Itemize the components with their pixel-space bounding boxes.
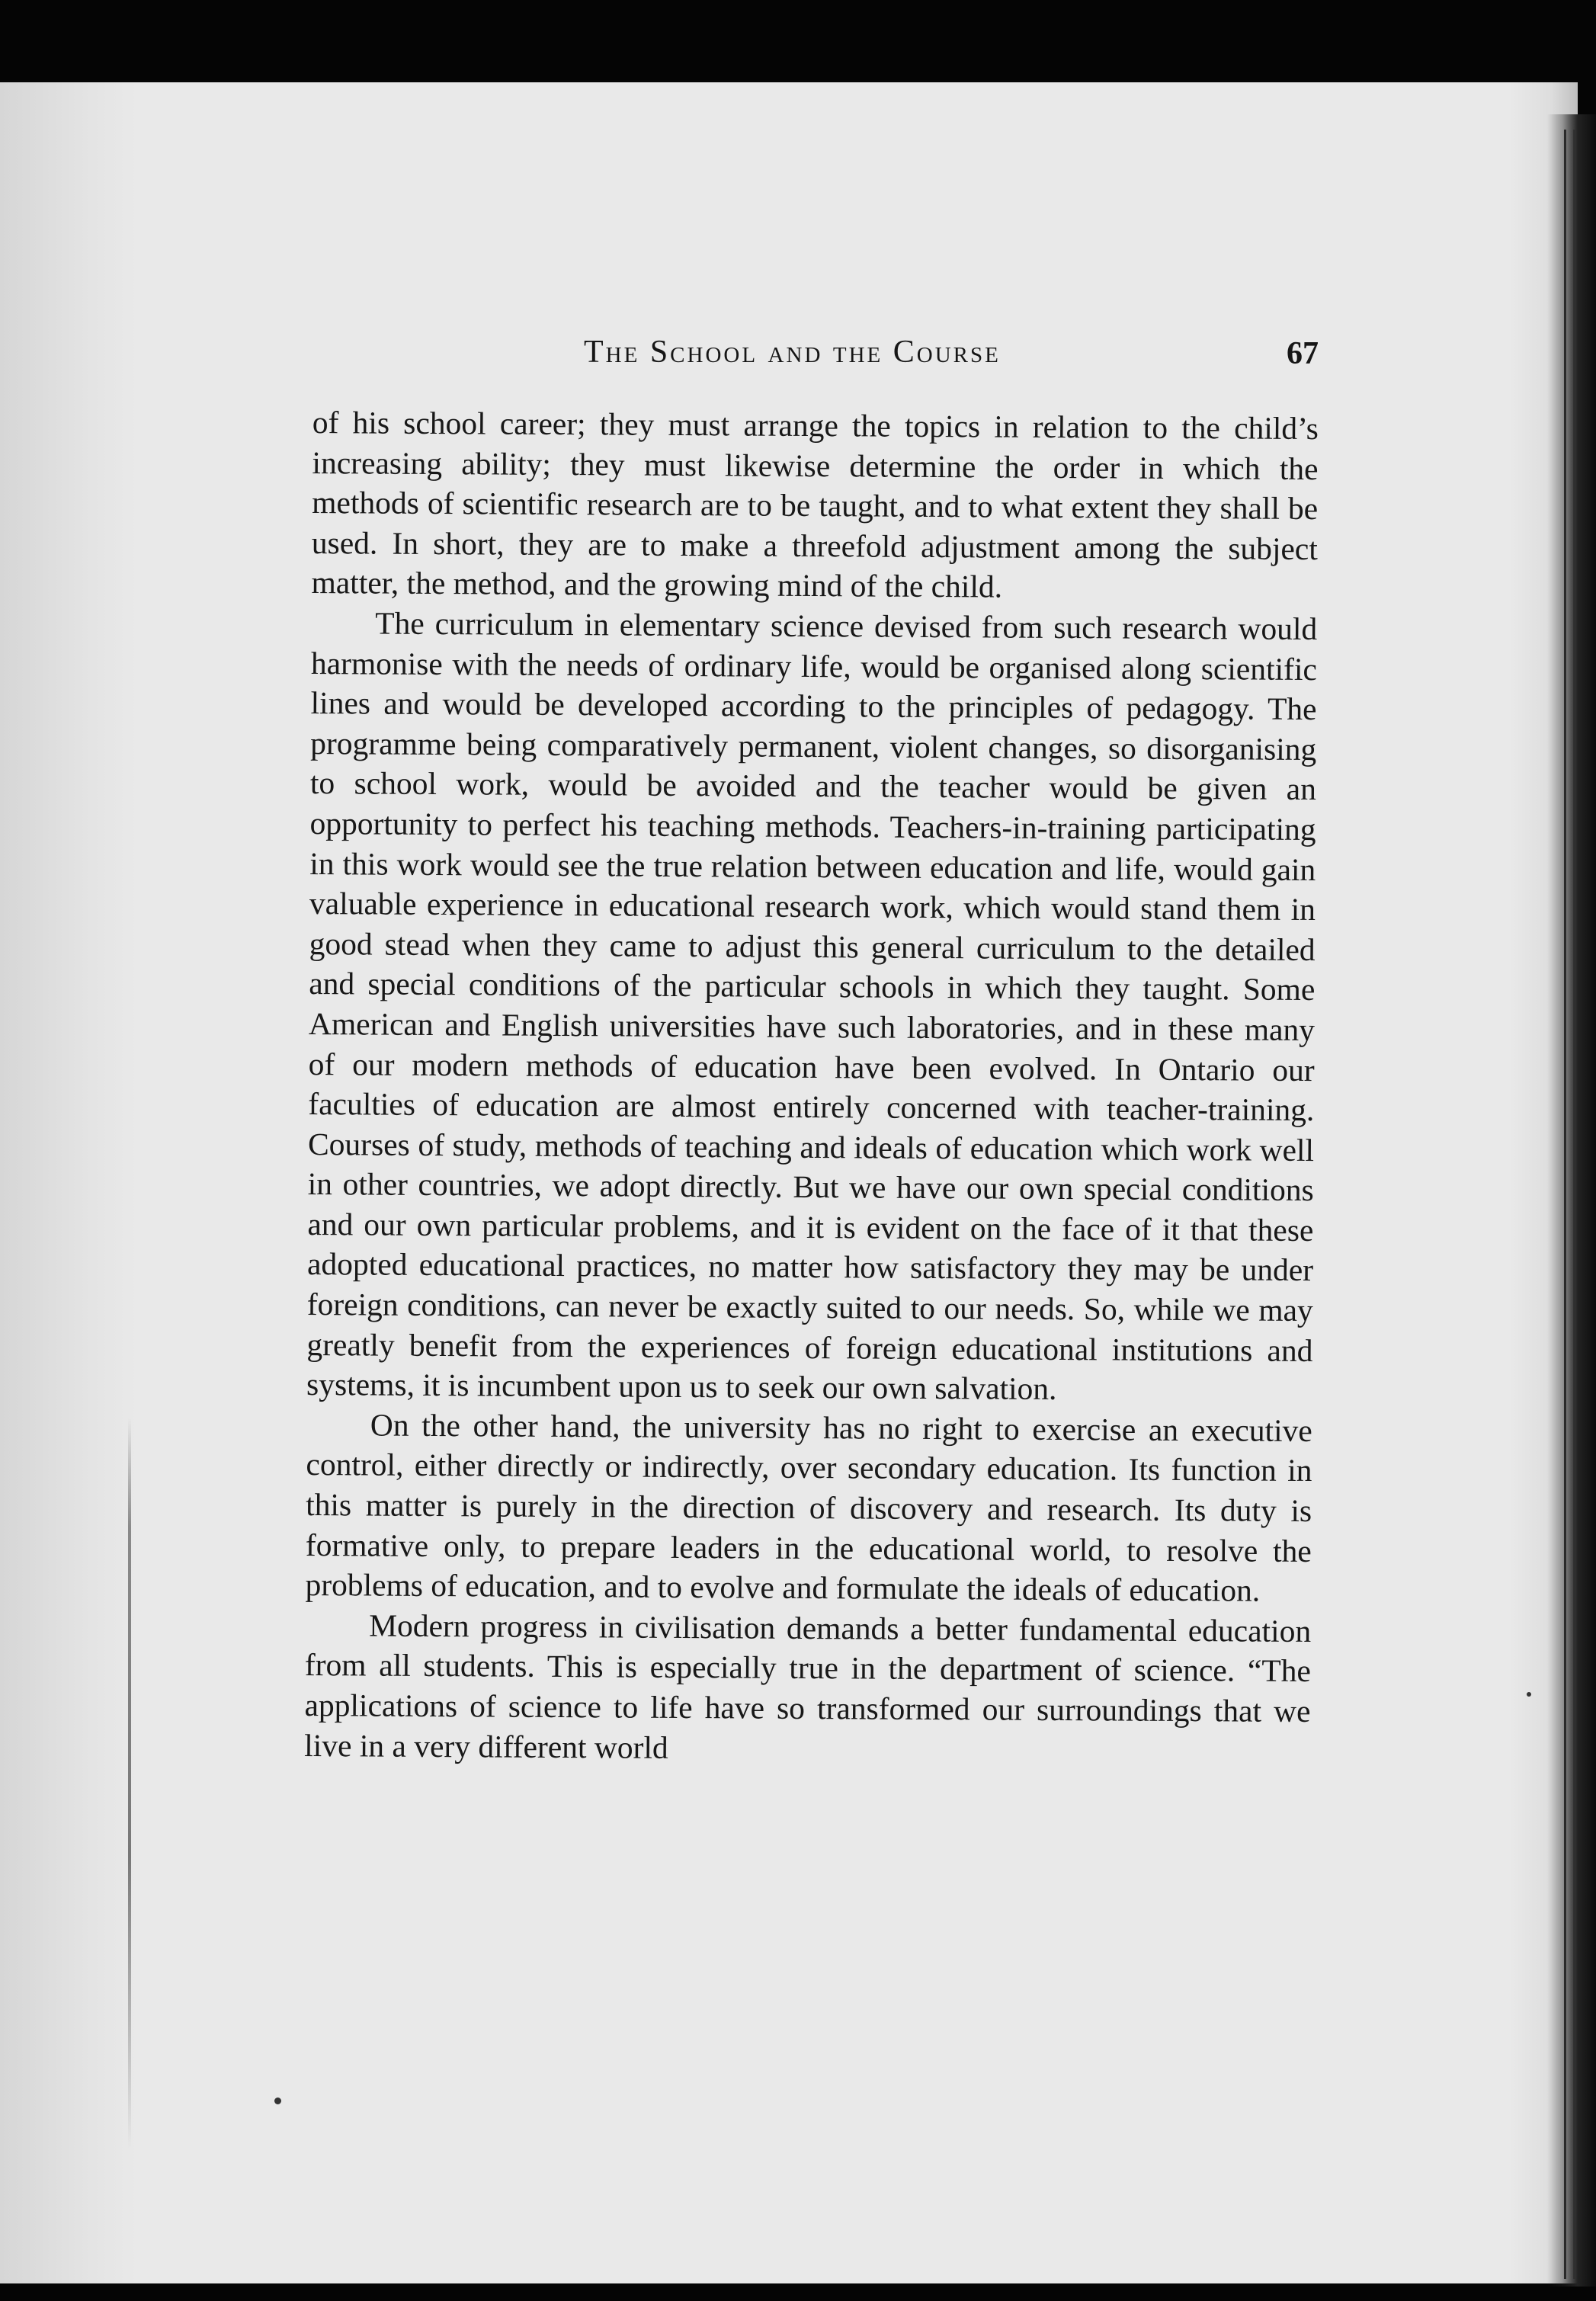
paragraph-continued: of his school career; they must arrange the topics in relation to the child’s increasing ability; they must likewise determine the order in which the methods of scientific research are to be taught, and to what extent they shall be used. In short, they are to make a threefold adjustment among the subject matter, the method, and the growing mind of the child.	[311, 404, 1319, 604]
paragraph-university: On the other hand, the university has no right to exercise an executive control, either directly or indirectly, over secondary education. Its function in this matter is purely in the direction of discovery and research. Its duty is formative only, to prepare leaders in the educational world, to resolve the problems of education, and to evolve and formulate the ideals of education.	[305, 1407, 1312, 1608]
running-title: The School and the Course	[584, 335, 1001, 370]
page-stack-line	[1573, 130, 1575, 2279]
page-stack-line	[1564, 130, 1566, 2279]
page-right-edge-shadow	[1547, 114, 1596, 2287]
page-left-margin-shadow	[0, 82, 137, 2283]
page-header	[312, 334, 1319, 380]
body-text	[304, 402, 1319, 1771]
paragraph-modern-progress: Modern progress in civilisation demands a better fundamental education from all students. This is especially true in the department of science. “The applications of science to life have so transformed our surroundings that we live in a very different world	[304, 1607, 1312, 1765]
page-speck	[274, 2097, 281, 2104]
page-number: 67	[1287, 336, 1319, 371]
page-speck	[1527, 1692, 1531, 1697]
binding-mark	[128, 1418, 131, 2149]
paragraph-curriculum: The curriculum in elementary science devised from such research would harmonise with the needs of ordinary life, would be organised along scientific lines and would be developed according to the principles of pedagogy. The programme being comparatively permanent, violent changes, so disorganising to school work, would be avoided and the teacher would be given an opportunity to perfect his teaching methods. Teachers-in-training participating in this work would see the true relation between education and life, would gain valuable experience in educational research work, which would stand them in good stead when they came to adjust this general curriculum to the detailed and special conditions of the particular schools in which they taught. Some American and English universities have such laboratories, and in these many of our modern methods of education have been evolved. In Ontario our faculties of education are almost entirely concerned with teacher-training. Courses of study, methods of teaching and ideals of education which work well in other countries, we adopt directly. But we have our own special conditions and our own particular problems, and it is evident on the face of it that these adopted educational practices, no matter how satisfactory they may be under foreign conditions, can never be exactly suited to our needs. So, while we may greatly benefit from the experiences of foreign educational institutions and systems, it is incumbent upon us to seek our own salvation.	[306, 605, 1318, 1407]
